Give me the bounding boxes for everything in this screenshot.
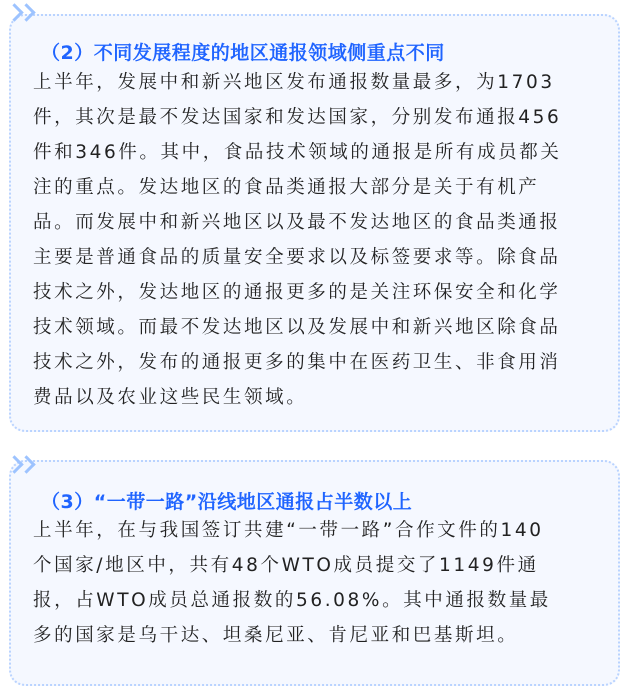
paragraph-line: 费品以及农业这些民生领域。	[33, 387, 308, 408]
double-chevron-icon	[8, 458, 32, 471]
section-2-paragraph	[33, 65, 601, 415]
paragraph-line: 多的国家是乌干达、坦桑尼亚、肯尼亚和巴基斯坦。	[33, 625, 519, 646]
paragraph-line: 品。而发展中和新兴地区以及最不发达地区的食品类通报	[33, 212, 561, 233]
paragraph-line: 主要是普通食品的质量安全要求以及标签要求等。除食品	[33, 247, 561, 268]
paragraph-line: 个国家/地区中，共有48个WTO成员提交了1149件通	[33, 555, 539, 576]
paragraph-line: 件，其次是最不发达国家和发达国家，分别发布通报456	[33, 107, 562, 128]
paragraph-line: 技术领域。而最不发达地区以及发展中和新兴地区除食品	[33, 317, 561, 338]
section-3-paragraph	[33, 513, 601, 653]
paragraph-line: 上半年，发展中和新兴地区发布通报数量最多，为1703	[33, 72, 555, 93]
section-3-heading: （3）“一带一路”沿线地区通报占半数以上	[41, 491, 413, 513]
paragraph-line: 件和346件。其中，食品技术领域的通报是所有成员都关	[33, 142, 562, 163]
paragraph-line: 技术之外，发布的通报更多的集中在医药卫生、非食用消	[33, 352, 561, 373]
paragraph-line: 注的重点。发达地区的食品类通报大部分是关于有机产	[33, 177, 540, 198]
paragraph-line: 上半年，在与我国签订共建“一带一路”合作文件的140	[33, 520, 544, 541]
double-chevron-icon	[8, 6, 32, 19]
section-2-heading: （2）不同发展程度的地区通报领域侧重点不同	[41, 42, 445, 64]
paragraph-line: 技术之外，发达地区的通报更多的是关注环保安全和化学	[33, 282, 561, 303]
paragraph-line: 报，占WTO成员总通报数的56.08%。其中通报数量最	[33, 590, 551, 611]
